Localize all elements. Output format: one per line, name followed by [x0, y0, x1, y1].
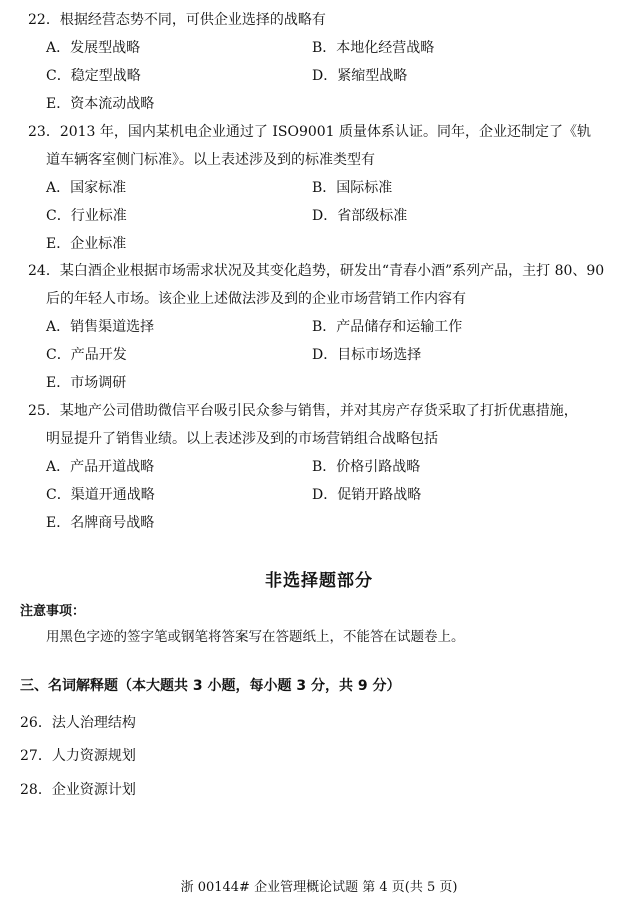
q25-option-e: E．名牌商号战略: [46, 515, 155, 531]
q25-option-b: B．价格引路战略: [312, 459, 421, 475]
question-24-stem-line2: 后的年轻人市场。该企业上述做法涉及到的企业市场营销工作内容有: [46, 291, 466, 307]
q22-option-c: C．稳定型战略: [46, 68, 141, 84]
question-24-stem-line1: 24．某白酒企业根据市场需求状况及其变化趋势，研发出“青春小酒”系列产品，主打 80、90: [28, 263, 605, 279]
question-22-stem: 22．根据经营态势不同，可供企业选择的战略有: [28, 12, 326, 28]
q25-option-a: A．产品开道战略: [46, 459, 155, 475]
term-26: 26．法人治理结构: [20, 715, 136, 731]
question-23-stem-line1: 23．2013 年，国内某机电企业通过了 ISO9001 质量体系认证。同年，企业还制定了《轨: [28, 124, 592, 140]
q24-option-d: D．目标市场选择: [312, 347, 422, 363]
q22-option-d: D．紧缩型战略: [312, 68, 408, 84]
q24-option-c: C．产品开发: [46, 347, 127, 363]
term-27: 27．人力资源规划: [20, 748, 136, 764]
question-25-stem-line1: 25．某地产公司借助微信平台吸引民众参与销售，并对其房产存货采取了打折优惠措施，: [28, 403, 578, 419]
q23-option-a: A．国家标准: [46, 180, 127, 196]
q24-option-b: B．产品储存和运输工作: [312, 319, 463, 335]
q24-option-e: E．市场调研: [46, 375, 127, 391]
question-25-stem-line2: 明显提升了销售业绩。以上表述涉及到的市场营销组合战略包括: [46, 431, 438, 447]
q22-option-a: A．发展型战略: [46, 40, 141, 56]
q22-option-b: B．本地化经营战略: [312, 40, 435, 56]
question-23-stem-line2: 道车辆客室侧门标准》。以上表述涉及到的标准类型有: [46, 152, 375, 168]
q23-option-e: E．企业标准: [46, 236, 127, 252]
q25-option-c: C．渠道开通战略: [46, 487, 155, 503]
q23-option-b: B．国际标准: [312, 180, 393, 196]
q23-option-c: C．行业标准: [46, 208, 127, 224]
section-title: 非选择题部分: [265, 571, 373, 591]
page-footer: 浙 00144# 企业管理概论试题 第 4 页(共 5 页): [180, 880, 458, 895]
q22-option-e: E．资本流动战略: [46, 96, 155, 112]
q25-option-d: D．促销开路战略: [312, 487, 422, 503]
notice-text: 用黑色字迹的签字笔或钢笔将答案写在答题纸上，不能答在试题卷上。: [46, 629, 465, 645]
q24-option-a: A．销售渠道选择: [46, 319, 155, 335]
notice-label: 注意事项：: [20, 604, 86, 619]
part3-heading: 三、名词解释题（本大题共 3 小题，每小题 3 分，共 9 分）: [20, 678, 401, 694]
term-28: 28．企业资源计划: [20, 782, 136, 798]
q23-option-d: D．省部级标准: [312, 208, 408, 224]
